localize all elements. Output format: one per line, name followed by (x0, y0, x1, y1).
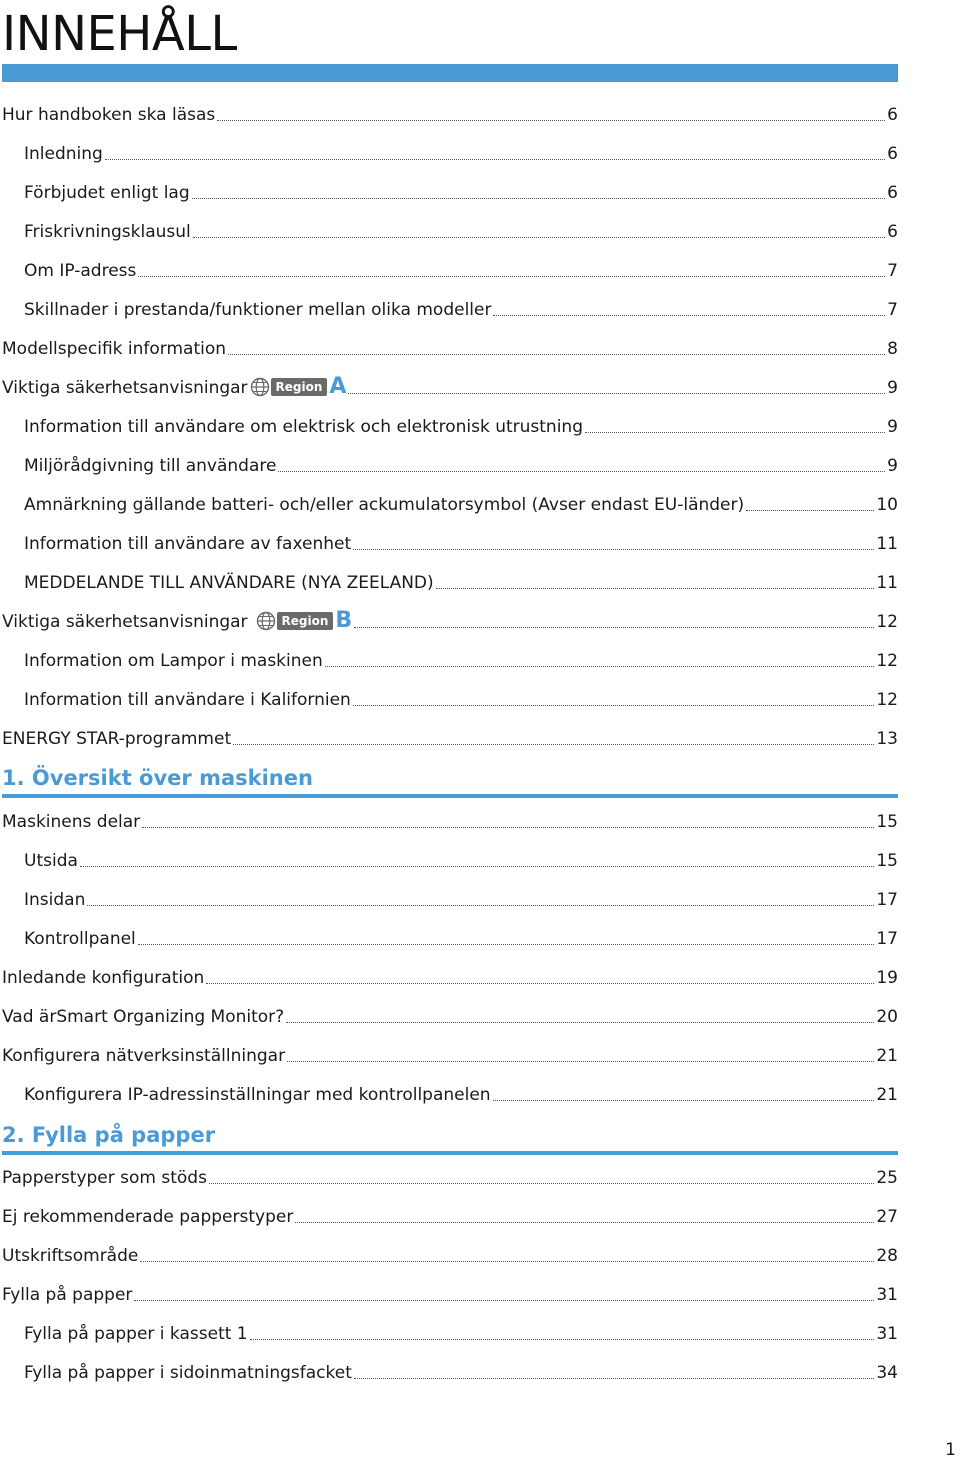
toc-entry-print-area[interactable] (2, 1239, 898, 1267)
toc-page-number: 34 (876, 1363, 898, 1383)
toc-entry-interior[interactable] (24, 883, 898, 911)
dot-leader (140, 1261, 874, 1262)
toc-entry-model-specific[interactable] (2, 332, 898, 360)
globe-icon (256, 611, 276, 631)
toc-page-number: 6 (887, 105, 898, 125)
toc-page-number: 8 (887, 339, 898, 359)
toc-entry-smart-organizing-monitor[interactable] (2, 1000, 898, 1028)
toc-page-number: 17 (876, 890, 898, 910)
toc-entry-label: Information till användare i Kalifornien (24, 690, 351, 710)
dot-leader (353, 705, 875, 706)
toc-entry-fax-users[interactable] (24, 527, 898, 555)
chapter-2-heading[interactable]: 2. Fylla på papper (2, 1123, 216, 1147)
dot-leader (206, 983, 874, 984)
toc-entry-label: Information till användare om elektrisk och elektronisk utrustning (24, 417, 583, 437)
dot-leader (354, 1378, 874, 1379)
toc-page-number: 6 (887, 183, 898, 203)
toc-entry-ip-address[interactable] (24, 254, 898, 282)
toc-entry-label: Papperstyper som stöds (2, 1168, 207, 1188)
toc-page-number: 7 (887, 300, 898, 320)
toc-entry-label-group (2, 376, 346, 399)
dot-leader (209, 1183, 874, 1184)
toc-entry-label: Friskrivningsklausul (24, 222, 191, 242)
toc-entry-label: Miljörådgivning till användare (24, 456, 277, 476)
toc-page-number: 31 (876, 1285, 898, 1305)
toc-entry-battery-symbol[interactable] (24, 488, 898, 516)
toc-entry-california-users[interactable] (24, 683, 898, 711)
toc-entry-machine-parts[interactable] (2, 805, 898, 833)
dot-leader (142, 827, 874, 828)
dot-leader (87, 905, 874, 906)
dot-leader (134, 1300, 874, 1301)
toc-entry-disclaimer[interactable] (24, 215, 898, 243)
toc-entry-label: Amnärkning gällande batteri- och/eller ackumulatorsymbol (Avser endast EU-länder) (24, 495, 745, 515)
dot-leader (286, 1022, 874, 1023)
toc-entry-label: Fylla på papper i sidoinmatningsfacket (24, 1363, 352, 1383)
dot-leader (287, 1061, 874, 1062)
page-number: 1 (945, 1440, 956, 1460)
toc-entry-network-settings[interactable] (2, 1039, 898, 1067)
toc-entry-label: ENERGY STAR-programmet (2, 729, 232, 749)
toc-page-number: 17 (876, 929, 898, 949)
dot-leader (278, 471, 885, 472)
toc-page-number: 15 (876, 812, 898, 832)
toc-entry-label: Skillnader i prestanda/funktioner mellan olika modeller (24, 300, 492, 320)
toc-page-number: 21 (876, 1046, 898, 1066)
chapter-1-rule (2, 794, 898, 798)
toc-page-number: 25 (876, 1168, 898, 1188)
toc-entry-label: Förbjudet enligt lag (24, 183, 190, 203)
toc-entry-electrical-equipment[interactable] (24, 410, 898, 438)
toc-entry-label: Fylla på papper i kassett 1 (24, 1324, 248, 1344)
toc-entry-exterior[interactable] (24, 844, 898, 872)
chapter-1-heading[interactable]: 1. Översikt över maskinen (2, 766, 313, 790)
page-title: INNEHÅLL (2, 6, 237, 62)
toc-entry-loading-bypass-tray[interactable] (24, 1356, 898, 1384)
toc-page-number: 15 (876, 851, 898, 871)
region-letter: B (335, 608, 353, 633)
toc-entry-label: Inledande konfiguration (2, 968, 205, 988)
toc-entry-loading-paper[interactable] (2, 1278, 898, 1306)
toc-entry-control-panel[interactable] (24, 922, 898, 950)
toc-entry-label: MEDDELANDE TILL ANVÄNDARE (NYA ZEELAND) (24, 573, 434, 593)
toc-entry-how-to-read[interactable] (2, 98, 898, 126)
toc-entry-label-group (2, 610, 352, 633)
toc-page-number: 20 (876, 1007, 898, 1027)
toc-page-number: 28 (876, 1246, 898, 1266)
dot-leader (228, 354, 885, 355)
toc-entry-label: Maskinens delar (2, 812, 141, 832)
toc-page-number: 6 (887, 144, 898, 164)
region-label: Region (277, 612, 334, 630)
title-accent-bar (2, 64, 898, 82)
toc-page-number: 27 (876, 1207, 898, 1227)
region-letter: A (329, 374, 347, 399)
toc-entry-loading-tray-1[interactable] (24, 1317, 898, 1345)
dot-leader (233, 744, 874, 745)
toc-entry-label: Fylla på papper (2, 1285, 133, 1305)
region-b-badge (256, 610, 353, 632)
toc-entry-supported-paper[interactable] (2, 1161, 898, 1189)
toc-entry-label: Utskriftsområde (2, 1246, 139, 1266)
dot-leader (217, 120, 885, 121)
toc-entry-label: Konfigurera IP-adressinställningar med kontrollpanelen (24, 1085, 491, 1105)
toc-page-number: 12 (876, 651, 898, 671)
toc-page-number: 9 (887, 456, 898, 476)
dot-leader (746, 510, 874, 511)
dot-leader (436, 588, 875, 589)
dot-leader (353, 549, 874, 550)
toc-page-number: 31 (876, 1324, 898, 1344)
toc-page-number: 13 (876, 729, 898, 749)
dot-leader (493, 1100, 875, 1101)
dot-leader (585, 432, 885, 433)
chapter-2-rule (2, 1151, 898, 1155)
toc-entry-safety-region-b[interactable] (2, 605, 898, 633)
toc-page-number: 7 (887, 261, 898, 281)
toc-entry-new-zealand-notice[interactable] (24, 566, 898, 594)
toc-entry-label: Information till användare av faxenhet (24, 534, 352, 554)
region-a-badge (250, 376, 347, 398)
toc-entry-label: Konfigurera nätverksinställningar (2, 1046, 286, 1066)
toc-page-number: 11 (876, 534, 898, 554)
toc-entry-label: Information om Lampor i maskinen (24, 651, 323, 671)
toc-entry-label: Inledning (24, 144, 103, 164)
dot-leader (192, 198, 886, 199)
dot-leader (138, 276, 885, 277)
toc-page-number: 10 (876, 495, 898, 515)
toc-entry-initial-setup[interactable] (2, 961, 898, 989)
toc-entry-label: Utsida (24, 851, 78, 871)
toc-entry-prohibited[interactable] (24, 176, 898, 204)
toc-entry-label: Hur handboken ska läsas (2, 105, 216, 125)
toc-page-number: 12 (876, 690, 898, 710)
dot-leader (250, 1339, 875, 1340)
toc-page-number: 11 (876, 573, 898, 593)
dot-leader (354, 627, 874, 628)
toc-entry-energy-star[interactable] (2, 722, 898, 750)
toc-entry-label: Om IP-adress (24, 261, 137, 281)
toc-page-number: 9 (887, 378, 898, 398)
dot-leader (80, 866, 874, 867)
toc-entry-environmental-advice[interactable] (24, 449, 898, 477)
toc-entry-label: Viktiga säkerhetsanvisningar (2, 612, 248, 632)
dot-leader (493, 315, 885, 316)
dot-leader (105, 159, 885, 160)
toc-entry-model-differences[interactable] (24, 293, 898, 321)
toc-page-number: 12 (876, 612, 898, 632)
toc-entry-label: Modellspecifik information (2, 339, 227, 359)
toc-page-number: 6 (887, 222, 898, 242)
toc-page-number: 9 (887, 417, 898, 437)
toc-entry-label: Viktiga säkerhetsanvisningar (2, 378, 248, 398)
toc-entry-introduction[interactable] (24, 137, 898, 165)
toc-entry-not-recommended-paper[interactable] (2, 1200, 898, 1228)
region-label: Region (271, 378, 328, 396)
toc-page-number: 19 (876, 968, 898, 988)
dot-leader (138, 944, 875, 945)
toc-entry-ip-settings-control-panel[interactable] (24, 1078, 898, 1106)
dot-leader (325, 666, 875, 667)
toc-entry-label: Ej rekommenderade papperstyper (2, 1207, 294, 1227)
toc-entry-label: Vad ärSmart Organizing Monitor? (2, 1007, 285, 1027)
globe-icon (250, 377, 270, 397)
toc-entry-safety-region-a[interactable] (2, 371, 898, 399)
toc-entry-label: Kontrollpanel (24, 929, 136, 949)
dot-leader (295, 1222, 874, 1223)
toc-entry-label: Insidan (24, 890, 86, 910)
dot-leader (193, 237, 885, 238)
toc-entry-lamps-info[interactable] (24, 644, 898, 672)
toc-page-number: 21 (876, 1085, 898, 1105)
dot-leader (348, 393, 885, 394)
